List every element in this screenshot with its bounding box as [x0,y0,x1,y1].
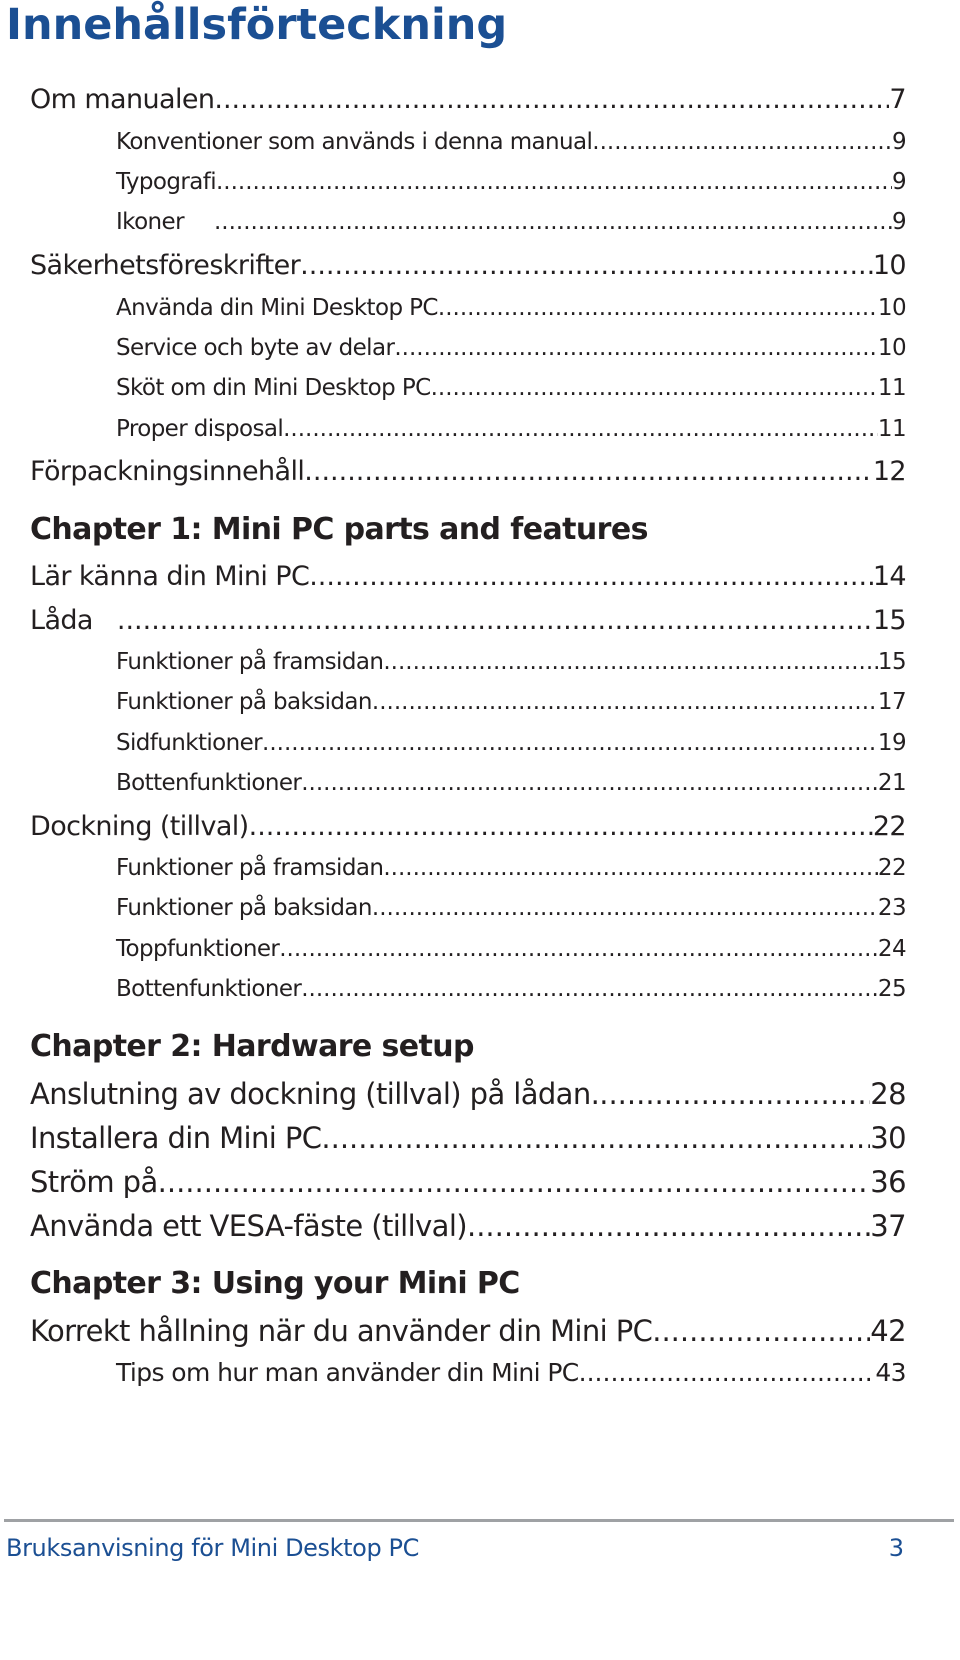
toc-entry-label: Anslutning av dockning (tillval) på lådan. [30,1077,600,1111]
dot-leader [467,1209,870,1243]
toc-entry-label: Installera din Mini PC [30,1121,322,1155]
toc-entry-label: Korrekt hållning när du använder din Mini PC [30,1314,653,1348]
toc-entry-label: Om manualen [30,84,215,115]
toc-entry-label: Ikoner [116,209,184,235]
toc-entry-label: Funktioner på framsidan [116,855,384,881]
toc-entry-page: 7 [889,84,906,115]
toc-entry-service-och-byte[interactable] [116,335,906,361]
toc-entry-ikoner[interactable] [116,209,906,235]
toc-entry-dockning-baksidan[interactable] [116,895,906,921]
toc-entry-label: Toppfunktioner [116,936,280,962]
toc-entry-label: Använda din Mini Desktop PC [116,295,438,321]
dot-leader [394,335,878,361]
toc-entry-page: 15 [872,605,906,636]
toc-entry-page: 22 [872,811,906,842]
page-title: Innehållsförteckning [6,0,508,50]
toc-entry-label: Förpackningsinnehåll [30,456,305,487]
toc-entry-label: Sköt om din Mini Desktop PC [116,375,431,401]
toc-entry-forpackningsinnehall[interactable] [30,456,906,487]
toc-entry-label: Funktioner på baksidan [116,689,372,715]
dot-leader [304,456,873,487]
dot-leader [438,295,878,321]
dot-leader [592,129,892,155]
toc-entry-sakerhetsforeskrifter[interactable] [30,250,906,281]
toc-entry-label: Sidfunktioner [116,730,263,756]
toc-entry-lada-bottenfunktioner[interactable] [116,770,906,796]
toc-entry-page: 19 [877,730,906,756]
toc-entry-lada-framsidan[interactable] [116,649,906,675]
toc-entry-page: 15 [877,649,906,675]
dot-leader [283,416,878,442]
toc-entry-page: 10 [877,335,906,361]
toc-entry-lar-kanna[interactable] [30,561,906,592]
toc-entry-proper-disposal[interactable] [116,416,906,442]
dot-leader [216,169,892,195]
toc-entry-label: Bottenfunktioner [116,770,302,796]
toc-entry-konventioner[interactable] [116,129,906,155]
toc-entry-label: Säkerhetsföreskrifter [30,250,301,281]
dot-leader [372,689,878,715]
toc-entry-page: 9 [891,209,906,235]
toc-entry-page: 23 [877,895,906,921]
toc-entry-dockning[interactable] [30,811,906,842]
dot-leader [652,1314,870,1348]
toc-entry-page: 21 [877,770,906,796]
toc-entry-page: 9 [891,169,906,195]
toc-entry-typografi[interactable] [116,169,906,195]
toc-entry-label: Proper disposal [116,416,284,442]
chapter-heading-2: Chapter 2: Hardware setup [30,1029,474,1064]
toc-entry-label: Funktioner på baksidan [116,895,372,921]
toc-entry-tips[interactable] [116,1358,906,1387]
toc-entry-page: 17 [877,689,906,715]
dot-leader [309,561,873,592]
toc-entry-sidfunktioner[interactable] [116,730,906,756]
toc-entry-page: 9 [891,129,906,155]
dot-leader [372,895,878,921]
footer-manual-name: Bruksanvisning för Mini Desktop PC [6,1534,419,1562]
toc-entry-page: 12 [872,456,906,487]
toc-entry-om-manualen[interactable] [30,84,906,115]
dot-leader [214,209,892,235]
dot-leader [158,1165,871,1199]
dot-leader [579,1358,876,1387]
dot-leader [262,730,878,756]
toc-entry-label: Använda ett VESA-fäste (tillval) [30,1209,467,1243]
dot-leader [117,605,873,636]
toc-entry-page: 25 [877,976,906,1002]
toc-entry-label: Tips om hur man använder din Mini PC [116,1358,579,1387]
toc-entry-page: 42 [870,1314,906,1348]
chapter-heading-3: Chapter 3: Using your Mini PC [30,1266,520,1301]
toc-entry-page: 22 [877,855,906,881]
dot-leader [301,976,878,1002]
toc-entry-label: Typografi [116,169,216,195]
dot-leader [300,250,873,281]
toc-entry-label: Låda [30,605,93,636]
dot-leader [249,811,873,842]
toc-entry-vesa[interactable] [30,1209,906,1243]
toc-entry-lada[interactable] [30,605,906,636]
toc-entry-page: 10 [877,295,906,321]
toc-entry-label: Ström på [30,1165,158,1199]
toc-entry-skot-om[interactable] [116,375,906,401]
toc-entry-page: 28 [870,1077,906,1111]
dot-leader [383,649,878,675]
dot-leader [279,936,878,962]
toc-entry-page: 24 [877,936,906,962]
toc-entry-label: Lär känna din Mini PC [30,561,310,592]
toc-entry-label: Dockning (tillval) [30,811,249,842]
toc-entry-label: Funktioner på framsidan [116,649,384,675]
toc-entry-dockning-framsidan[interactable] [116,855,906,881]
dot-leader [383,855,878,881]
toc-entry-page: 43 [875,1358,906,1387]
toc-entry-page: 10 [872,250,906,281]
toc-entry-anslutning[interactable] [30,1077,906,1111]
dot-leader [431,375,878,401]
toc-entry-toppfunktioner[interactable] [116,936,906,962]
toc-entry-page: 11 [877,375,906,401]
toc-entry-label: Bottenfunktioner [116,976,302,1002]
chapter-heading-1: Chapter 1: Mini PC parts and features [30,512,648,547]
dot-leader [301,770,878,796]
toc-entry-korrekt-hallning[interactable] [30,1314,906,1348]
dot-leader [214,84,889,115]
toc-entry-strom-pa[interactable] [30,1165,906,1199]
dot-leader [599,1077,870,1111]
toc-entry-page: 11 [877,416,906,442]
toc-entry-label: Service och byte av delar [116,335,395,361]
toc-entry-page: 36 [870,1165,906,1199]
footer-divider [4,1519,954,1522]
dot-leader [321,1121,870,1155]
toc-entry-page: 14 [872,561,906,592]
toc-entry-page: 30 [870,1121,906,1155]
toc-entry-page: 37 [870,1209,906,1243]
toc-entry-dockning-bottenfunktioner[interactable] [116,976,906,1002]
toc-entry-anvanda-din-mini-desktop-pc[interactable] [116,295,906,321]
toc-entry-installera[interactable] [30,1121,906,1155]
toc-entry-lada-baksidan[interactable] [116,689,906,715]
footer-page-number: 3 [888,1534,904,1562]
toc-entry-label: Konventioner som används i denna manual [116,129,593,155]
